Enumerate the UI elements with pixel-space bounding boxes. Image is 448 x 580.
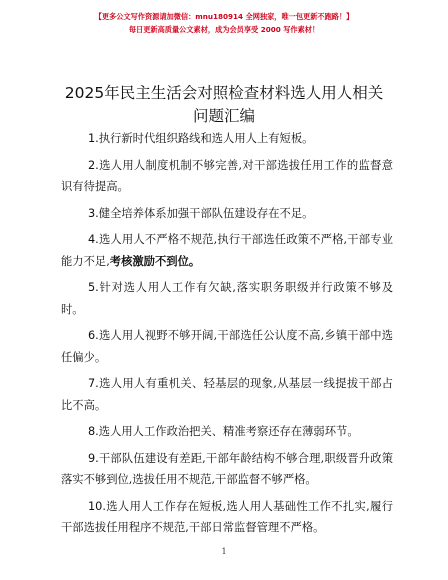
item-text: 干部队伍建设有差距,干部年龄结构不够合理,职级晋升政策落实不够到位,选拔任用不规范,干部监督不够严格。 xyxy=(61,451,393,486)
promo-banner-line-2: 每日更新高质量公文素材，成为会员享受 2000 写作素材！ xyxy=(128,25,320,34)
item-text: 选人用人工作政治把关、精准考察还存在薄弱环节。 xyxy=(98,425,359,438)
document-title-line-1: 2025年民主生活会对照检查材料选人用人相关 xyxy=(64,84,384,102)
list-item xyxy=(61,203,393,225)
issue-list xyxy=(61,128,393,544)
item-text: 选人用人工作存在短板,选人用人基础性工作不扎实,履行干部选拔任用程序不规范,干部日常监督管理不严格。 xyxy=(61,499,393,534)
list-item xyxy=(61,448,393,491)
item-number: 2. xyxy=(88,158,99,172)
item-number: 1. xyxy=(88,132,99,145)
item-number: 7. xyxy=(88,377,99,390)
item-number: 8. xyxy=(88,425,99,438)
list-item xyxy=(61,325,393,368)
item-text: 选人用人制度机制不够完善,对干部选拔任用工作的监督意识有待提高。 xyxy=(61,158,393,193)
item-text: 选人用人视野不够开阔,干部选任公认度不高,乡镇干部中选任偏少。 xyxy=(61,329,393,364)
item-number: 9. xyxy=(88,451,99,465)
list-item xyxy=(61,128,393,150)
promo-banner xyxy=(0,10,448,36)
item-text: 选人用人不严格不规范,执行干部选任政策不严格,干部专业能力不足, xyxy=(61,233,393,268)
promo-banner-line-1: 【更多公文写作资源请加微信：mnu180914 全网独家，唯一包更新不跑路！】 xyxy=(94,12,354,21)
list-item xyxy=(61,496,393,539)
list-item xyxy=(61,373,393,416)
list-item xyxy=(61,277,393,320)
item-text: 执行新时代组织路线和选人用人上有短板。 xyxy=(98,132,314,145)
document-title-line-2: 问题汇编 xyxy=(192,107,255,125)
item-number: 6. xyxy=(88,329,99,342)
item-text: 选人用人有重机关、轻基层的现象,从基层一线提拔干部占比不高。 xyxy=(61,377,393,412)
list-item xyxy=(61,229,393,272)
list-item xyxy=(61,421,393,443)
item-text: 针对选人用人工作有欠缺,落实职务职级并行政策不够及时。 xyxy=(61,281,393,316)
item-number: 3. xyxy=(88,206,99,220)
document-title xyxy=(40,82,408,128)
page-number: 1 xyxy=(221,547,227,556)
item-number: 4. xyxy=(88,233,99,246)
list-item xyxy=(61,155,393,198)
item-number: 5. xyxy=(88,281,99,294)
item-bold-text: 考核激励不到位。 xyxy=(109,254,201,268)
item-number: 10. xyxy=(88,499,106,513)
item-text: 健全培养体系加强干部队伍建设存在不足。 xyxy=(98,206,314,220)
